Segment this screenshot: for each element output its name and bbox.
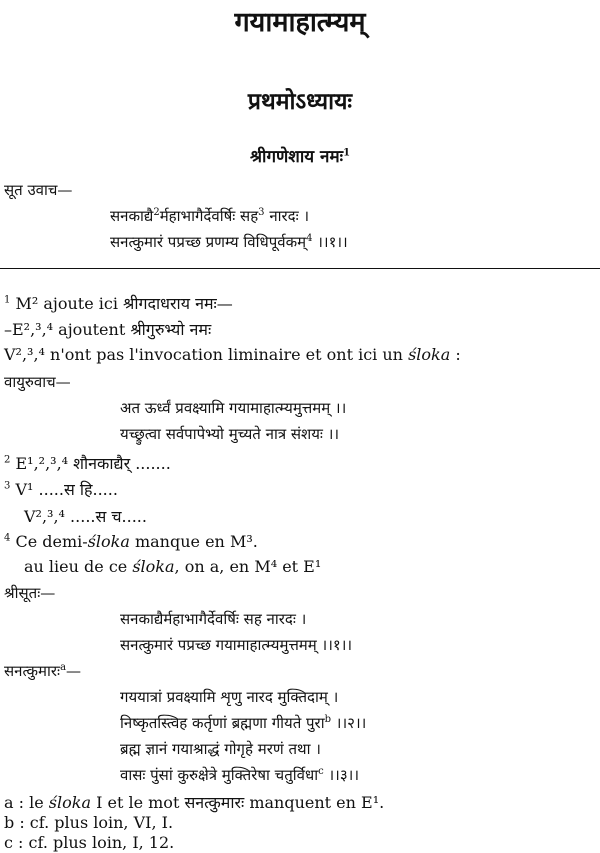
sanat-verse-4-text: वासः पुंसां कुरुक्षेत्रे मुक्तिरेषा चतुर्विधा [120,766,319,784]
footnote-c: c : cf. plus loin, I, 12. [4,833,175,852]
verse-1-part-c: नारदः । [264,207,310,225]
invocation [250,144,350,167]
speaker-shri-suta: श्रीसूतः— [4,584,56,602]
footnote-3-number: 3 [4,480,11,492]
footnote-3-line-1 [4,478,118,500]
footnote-4-line-2 [24,557,321,576]
invocation-text: श्रीगणेशाय नमः [250,147,344,167]
footnote-2-number: 2 [4,454,11,466]
footnote-2-text: E¹,²,³,⁴ शौनकाद्यैर् ....... [15,454,171,473]
speaker-sanatkumara [4,661,81,681]
footnote-separator [0,268,600,269]
footnote-4-line-1-italic: śloka [87,532,130,551]
footnote-3-text: V¹ .....स हि..... [15,480,118,499]
footnote-4-line-1-a: Ce demi- [15,532,88,551]
verse-1 [110,206,309,226]
speaker-sanatkumara-dash: — [66,662,82,680]
footnote-ref-4: 4 [306,233,313,244]
footnote-a-italic: śloka [48,793,91,812]
footnote-a-part-a: a : le [4,793,49,812]
shri-verse-2: सनत्कुमारं पप्रच्छ गयामाहात्म्यमुत्तमम् ।।१।। [120,636,353,654]
footnote-ref-a: a [60,662,67,673]
speaker-sanatkumara-text: सनत्कुमारः [4,662,61,680]
footnote-ref-b: b [324,714,331,725]
footnote-ref-c: c [318,766,324,777]
footnote-ref-3: 3 [258,207,265,218]
footnote-1-line-3-b: : [450,345,461,364]
vayu-verse-1: अत ऊर्ध्वं प्रवक्ष्यामि गयामाहात्म्यमुत्तमम् ।। [120,399,347,417]
page-title: गयामाहात्म्यम् [234,7,366,38]
verse-2 [110,232,348,252]
footnote-1-line-1 [4,292,233,314]
footnote-1-line-3-italic: śloka [408,345,451,364]
footnote-4-line-1-b: manque en M³. [129,532,258,551]
footnote-4-line-2-a: au lieu de ce [24,557,133,576]
footnote-3-line-2: V²,³,⁴ .....स च..... [24,507,147,526]
sanat-verse-1: गययात्रां प्रवक्ष्यामि शृणु नारद मुक्तिदाम् । [120,688,339,706]
footnote-4-line-1 [4,532,258,551]
footnote-4-line-2-b: , on a, en M⁴ et E¹ [174,557,322,576]
footnote-1-number: 1 [4,294,11,306]
speaker-vayu: वायुरुवाच— [4,373,71,391]
sanat-verse-4-end: ।।३।। [323,766,360,784]
verse-2-part-a: सनत्कुमारं पप्रच्छ प्रणम्य विधिपूर्वकम् [110,233,307,251]
footnote-b: b : cf. plus loin, VI, I. [4,813,174,832]
verse-1-part-b: र्महाभागैर्देवर्षिः सह [159,207,259,225]
footnote-a-part-b: I et le mot सनत्कुमारः manquent en E¹. [90,793,385,812]
footnote-1-line-3 [4,345,461,364]
sanat-verse-2 [120,713,366,733]
footnote-ref-2: 2 [153,207,160,218]
footnote-1-line-3-a: V²,³,⁴ n'ont pas l'invocation liminaire et ont ici un [4,345,409,364]
verse-2-part-b: ।।१।। [312,233,348,251]
speaker-suta: सूत उवाच— [4,181,73,199]
footnote-4-number: 4 [4,532,11,544]
sanat-verse-2-end: ।।२।। [331,714,367,732]
vayu-verse-2: यच्छ्रुत्वा सर्वपापेभ्यो मुच्यते नात्र संशयः ।। [120,425,340,443]
shri-verse-1: सनकाद्यैर्महाभागैर्देवर्षिः सह नारदः । [120,610,307,628]
footnote-4-line-2-italic: śloka [132,557,175,576]
footnote-1-text: M² ajoute ici श्रीगदाधराय नमः— [15,294,233,313]
footnote-a [4,791,384,813]
footnote-1-line-2: –E²,³,⁴ ajoutent श्रीगुरुभ्यो नमः [4,320,212,339]
footnote-2 [4,452,171,474]
footnote-ref-1: 1 [343,147,351,159]
verse-1-part-a: सनकाद्यै [110,207,154,225]
sanat-verse-3: ब्रह्म ज्ञानं गयाश्राद्धं गोगृहे मरणं तथा । [120,740,321,758]
chapter-heading: प्रथमोऽध्यायः [247,88,353,115]
sanat-verse-2-text: निष्कृतस्त्विह कर्तृणां ब्रह्मणा गीयते पुरा [120,714,325,732]
sanat-verse-4 [120,765,359,785]
